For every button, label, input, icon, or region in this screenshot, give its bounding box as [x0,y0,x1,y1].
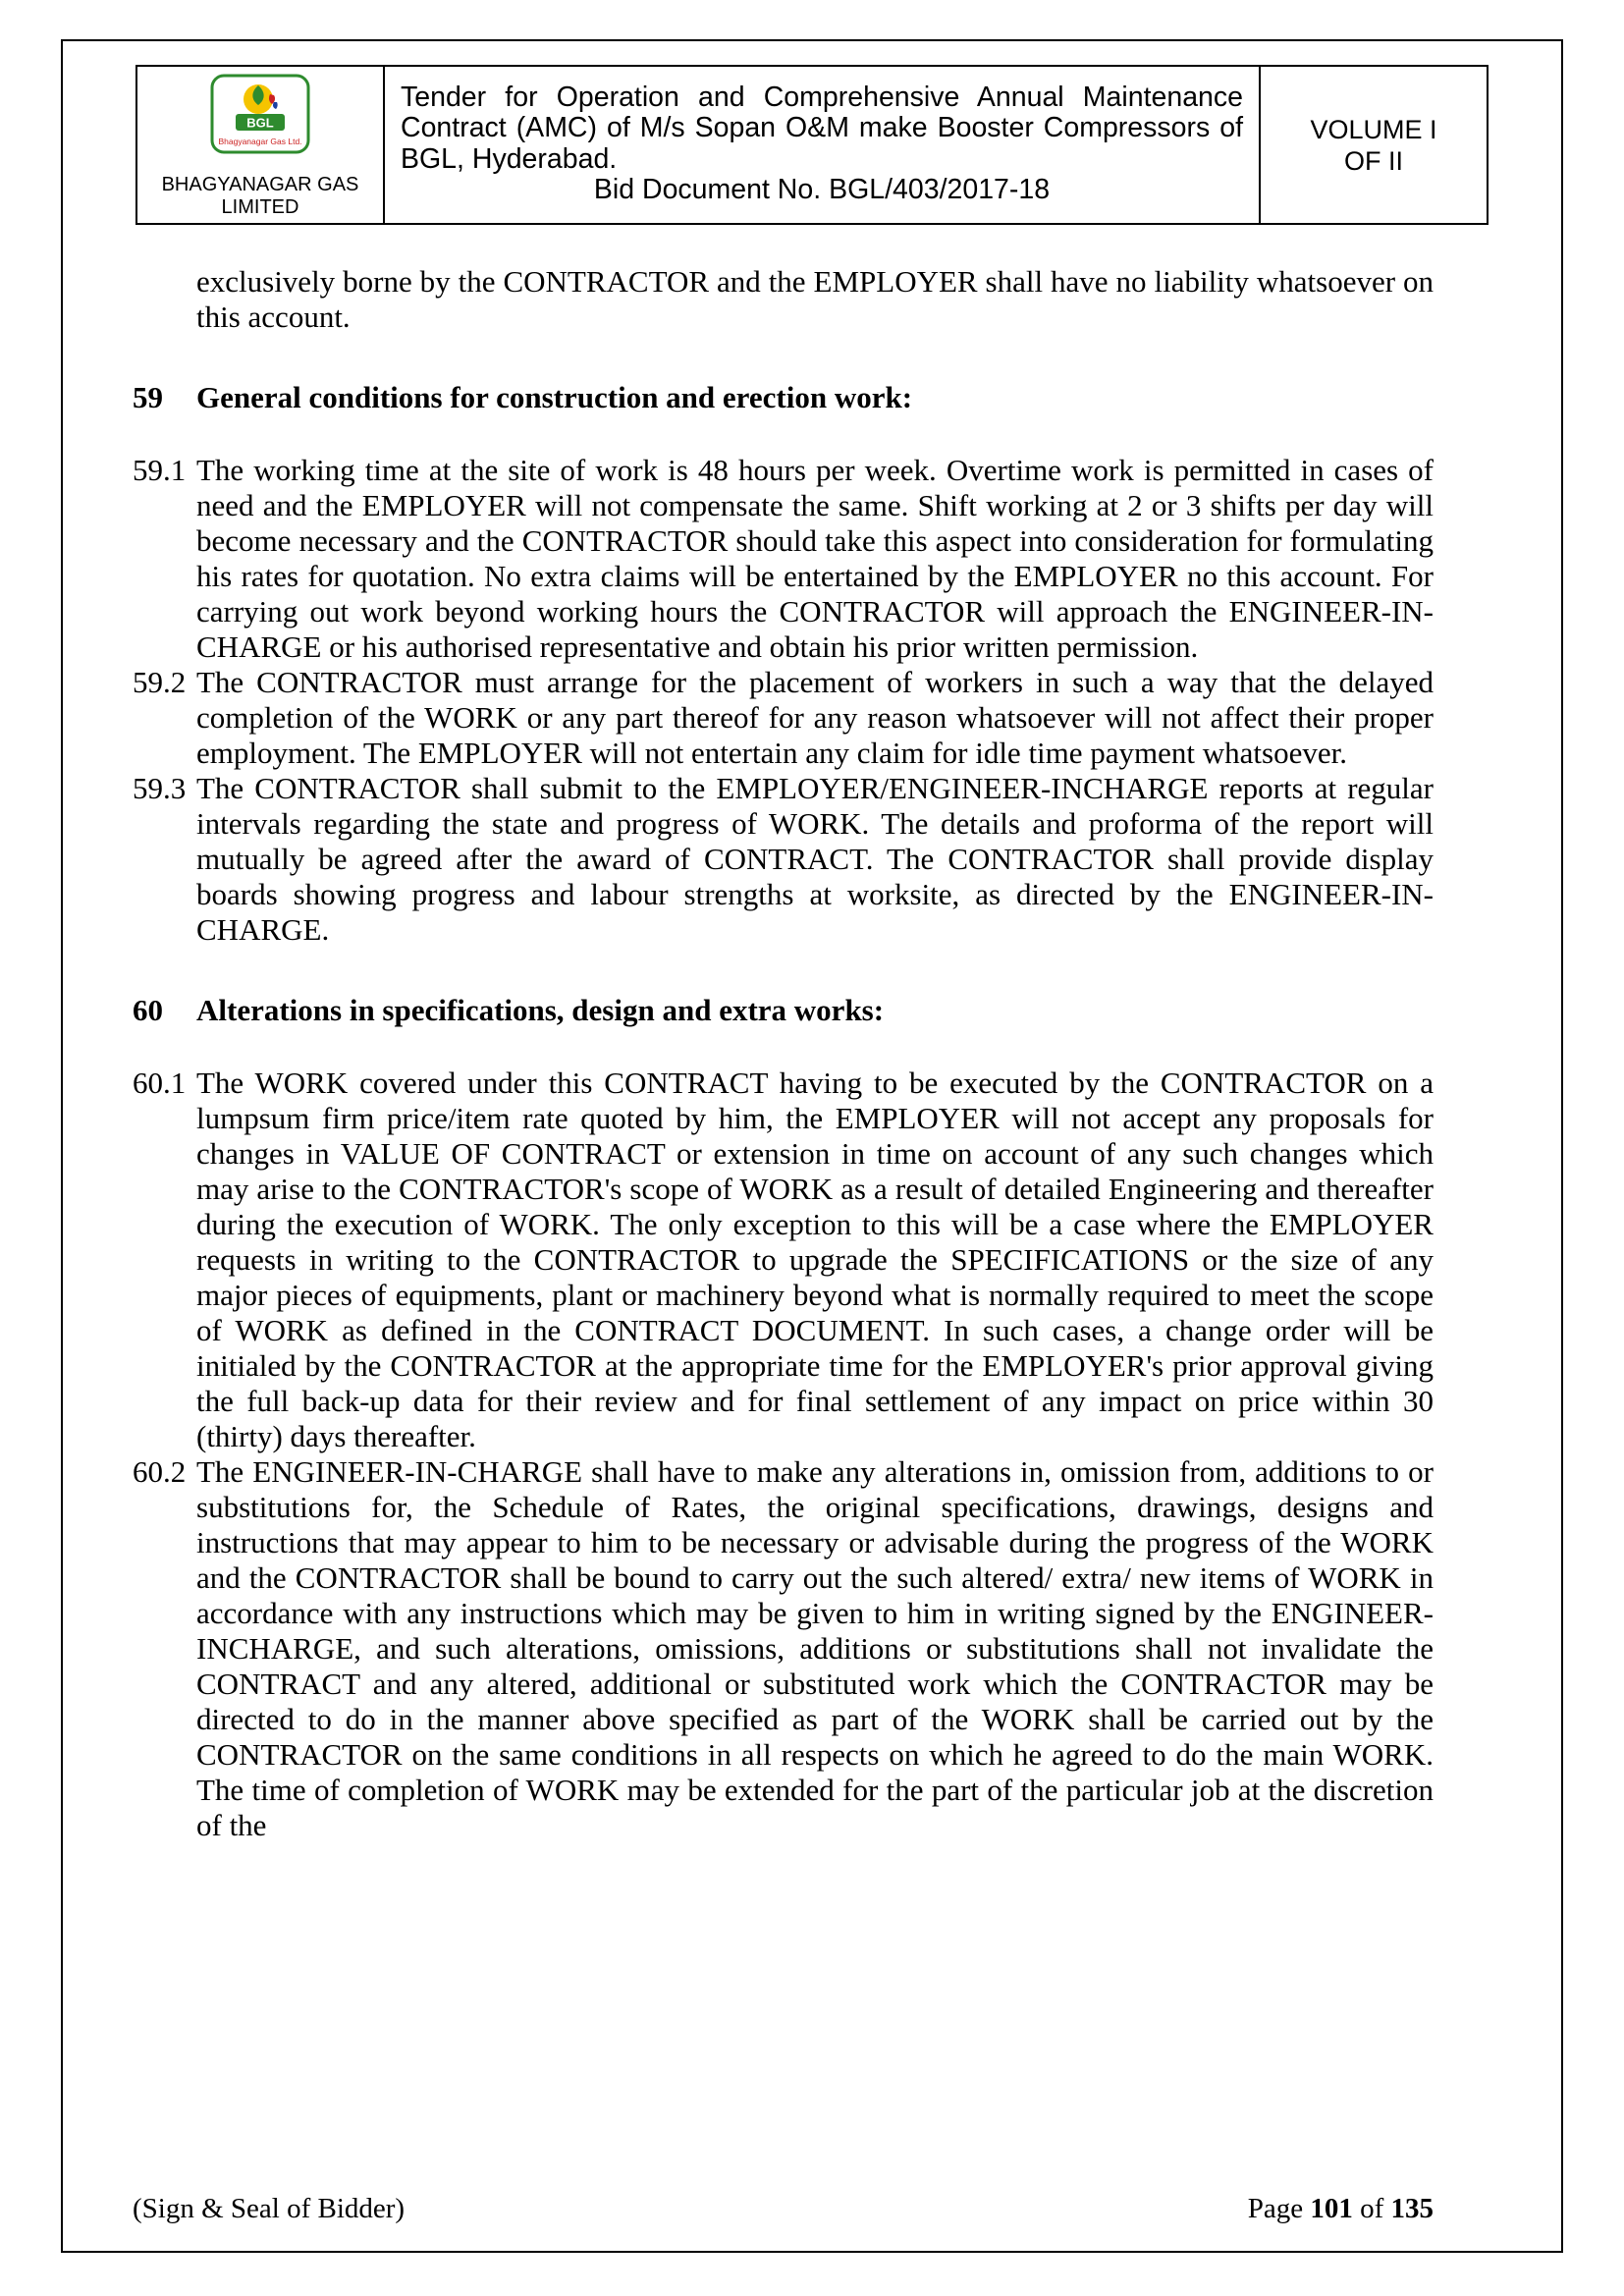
svg-text:Bhagyanagar Gas Ltd.: Bhagyanagar Gas Ltd. [218,137,302,146]
document-body [63,225,1561,1843]
bid-document-number: Bid Document No. BGL/403/2017-18 [593,174,1051,205]
page-current: 101 [1310,2193,1353,2224]
section-number: 60 [133,993,163,1027]
section-60-heading [133,993,1434,1028]
volume-line-2: OF II [1344,145,1403,176]
section-59-heading [133,380,1434,415]
page-word: Page [1247,2193,1304,2224]
title-cell [384,66,1260,224]
document-title: Tender for Operation and Comprehensive Annual Maintenance Contract (AMC) of M/s Sopan O&M make Booster Compressors of BGL, Hyderabad. [401,81,1243,175]
page-number [1248,2192,1434,2225]
document-header [135,65,1489,225]
of-word: of [1360,2193,1384,2224]
clause-text: The CONTRACTOR shall submit to the EMPLOYER/ENGINEER-INCHARGE reports at regular intervals regarding the state and progress of WORK. The details and proforma of the report will mutually be agreed after the award of CONTRACT. The CONTRACTOR shall provide display boards showing progress and labour strengths at worksite, as directed by the ENGINEER-IN-CHARGE. [196,771,1434,947]
org-name: BHAGYANAGAR GAS LIMITED [161,174,359,218]
svg-text:BGL: BGL [246,115,274,131]
clause-59-3 [133,771,1434,948]
clause-text: The WORK covered under this CONTRACT having to be executed by the CONTRACTOR on a lumpsum firm price/item rate quoted by him, the EMPLOYER will not accept any proposals for changes in VALUE OF CONTRACT or extension in time on account of any such changes which may arise to the CONTRACTOR's scope of WORK as a result of detailed Engineering and thereafter during the execution of WORK. The only exception to this will be a case where the EMPLOYER requests in writing to the CONTRACTOR to upgrade the SPECIFICATIONS or the size of any major pieces of equipments, plant or machinery beyond what is normally required to meet the scope of WORK as defined in the CONTRACT DOCUMENT. In such cases, a change order will be initialed by the CONTRACTOR at the appropriate time for the EMPLOYER's prior approval giving the full back-up data for their review and for final settlement of any impact on price within 30 (thirty) days thereafter. [196,1066,1434,1453]
page-border [61,39,1563,2253]
section-number: 59 [133,380,163,414]
clause-number: 59.2 [133,665,187,699]
volume-cell [1260,66,1488,224]
clause-number: 59.3 [133,771,187,805]
clause-text: The working time at the site of work is 48 hours per week. Overtime work is permitted in cases of need and the EMPLOYER will not compensate the same. Shift working at 2 or 3 shifts per day will become necessary and the CONTRACTOR should take this aspect into consideration for formulating his rates for quotation. No extra claims will be entertained by the EMPLOYER no this account. For carrying out work beyond working hours the CONTRACTOR will approach the ENGINEER-IN-CHARGE or his authorised representative and obtain his prior written permission. [196,453,1434,664]
clause-number: 59.1 [133,453,187,487]
clause-60-2 [133,1454,1434,1843]
page-total: 135 [1390,2193,1434,2224]
bgl-logo-icon [209,73,311,167]
page-footer [133,2192,1434,2225]
clause-text: The CONTRACTOR must arrange for the placement of workers in such a way that the delayed completion of the WORK or any part thereof for any reason whatsoever will not affect their proper employment. The EMPLOYER will not entertain any claim for idle time payment whatsoever. [196,665,1434,770]
clause-number: 60.2 [133,1454,187,1489]
section-title: Alterations in specifications, design and extra works: [196,993,885,1027]
continuation-paragraph: exclusively borne by the CONTRACTOR and the EMPLOYER shall have no liability whatsoever on this account. [196,264,1434,334]
volume-line-1: VOLUME I [1310,114,1437,144]
logo-cell [136,66,384,224]
section-title: General conditions for construction and erection work: [196,380,913,414]
clause-59-1 [133,453,1434,665]
sign-seal-label: (Sign & Seal of Bidder) [133,2193,406,2224]
clause-60-1 [133,1066,1434,1454]
clause-text: The ENGINEER-IN-CHARGE shall have to make any alterations in, omission from, additions to or substitutions for, the Schedule of Rates, the original specifications, drawings, designs and instructions that may appear to him to be necessary or advisable during the progress of the WORK and the CONTRACTOR shall be bound to carry out the such altered/ extra/ new items of WORK in accordance with any instructions which may be given to him in writing signed by the ENGINEER-INCHARGE, and such alterations, omissions, additions or substitutions shall not invalidate the CONTRACT and any altered, additional or substituted work which the CONTRACTOR may be directed to do in the manner above specified as part of the WORK shall be carried out by the CONTRACTOR on the same conditions in all respects on which he agreed to do the main WORK. The time of completion of WORK may be extended for the part of the particular job at the discretion of the [196,1454,1434,1842]
clause-number: 60.1 [133,1066,187,1100]
clause-59-2 [133,665,1434,771]
